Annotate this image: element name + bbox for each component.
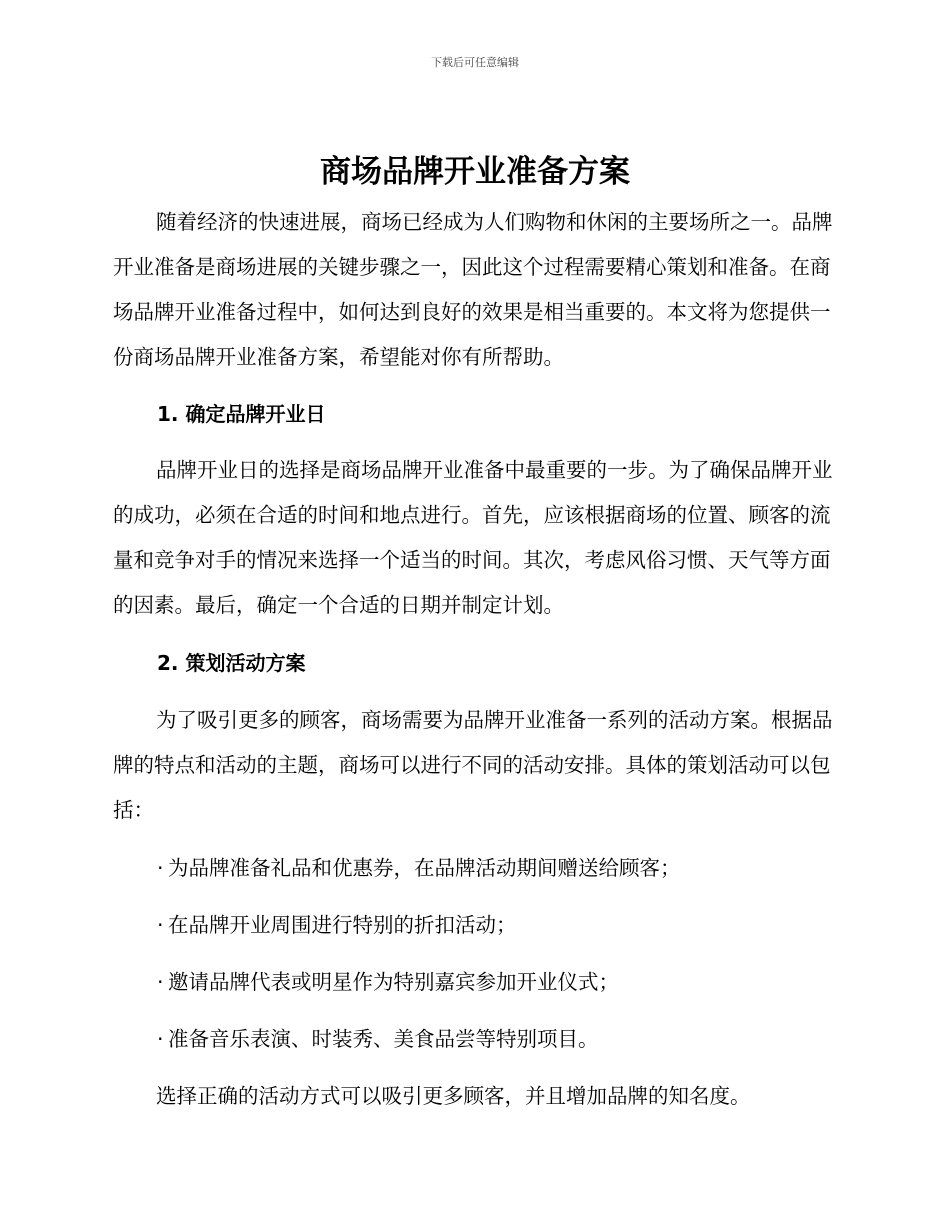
- page-header-note: 下载后可任意编辑: [431, 56, 519, 69]
- bullet-text: 邀请品牌代表或明星作为特别嘉宾参加开业仪式；: [168, 970, 619, 994]
- section-2-closing-paragraph: 选择正确的活动方式可以吸引更多顾客，并且增加品牌的知名度。: [156, 1084, 751, 1108]
- section-1-heading: 1. 确定品牌开业日: [157, 402, 326, 426]
- document-title: 商场品牌开业准备方案: [320, 154, 630, 190]
- bullet-dot: ·: [157, 856, 164, 880]
- bullet-dot: ·: [157, 913, 164, 937]
- bullet-text: 为品牌准备礼品和优惠券，在品牌活动期间赠送给顾客；: [168, 856, 681, 880]
- bullet-item: [157, 1024, 599, 1054]
- bullet-text: 在品牌开业周围进行特别的折扣活动；: [168, 913, 517, 937]
- intro-paragraph: 随着经济的快速进展，商场已经成为人们购物和休闲的主要场所之一。品牌开业准备是商场进展的关键步骤之一，因此这个过程需要精心策划和准备。在商场品牌开业准备过程中，如何达到良好的效果是相当重要的。本文将为您提供一份商场品牌开业准备方案，希望能对你有所帮助。: [113, 210, 833, 369]
- bullet-item: [157, 853, 681, 883]
- bullet-text: 准备音乐表演、时装秀、美食品尝等特别项目。: [168, 1027, 599, 1051]
- section-2-paragraph: 为了吸引更多的顾客，商场需要为品牌开业准备一系列的活动方案。根据品牌的特点和活动的主题，商场可以进行不同的活动安排。具体的策划活动可以包括：: [113, 708, 833, 822]
- bullet-item: [157, 910, 517, 940]
- section-1-paragraph: 品牌开业日的选择是商场品牌开业准备中最重要的一步。为了确保品牌开业的成功，必须在合适的时间和地点进行。首先，应该根据商场的位置、顾客的流量和竞争对手的情况来选择一个适当的时间。其次，考虑风俗习惯、天气等方面的因素。最后，确定一个合适的日期并制定计划。: [113, 458, 833, 617]
- bullet-dot: ·: [157, 1027, 164, 1051]
- bullet-item: [157, 967, 619, 997]
- section-2-heading: 2. 策划活动方案: [157, 651, 306, 675]
- bullet-dot: ·: [157, 970, 164, 994]
